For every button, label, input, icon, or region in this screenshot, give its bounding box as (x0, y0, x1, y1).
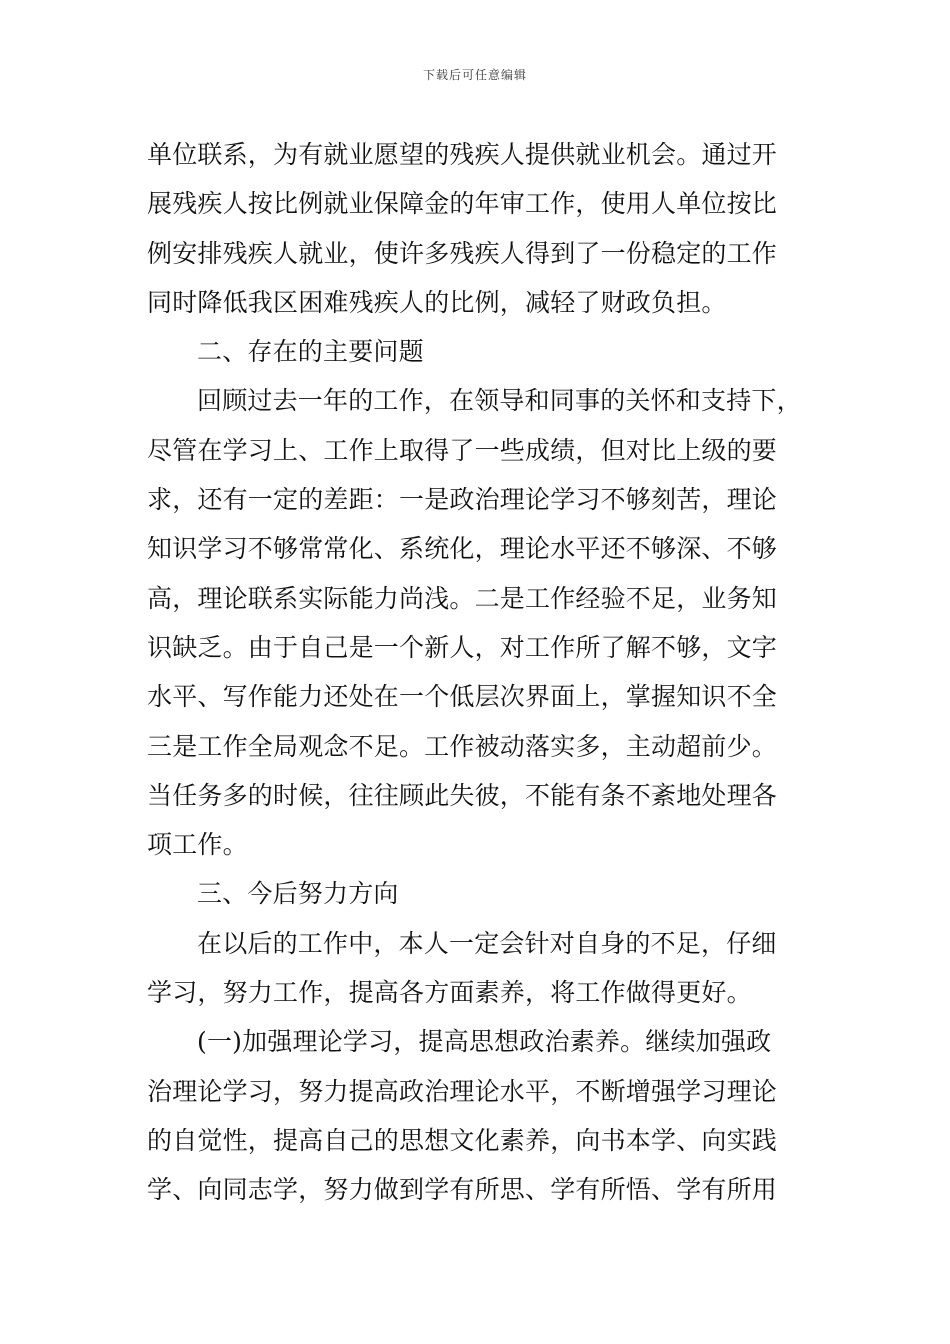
text-line: 项工作。 (147, 830, 248, 860)
text-line: 回顾过去一年的工作，在领导和同事的关怀和支持下， (197, 386, 802, 416)
document-body (147, 130, 817, 1215)
text-line: 高，理论联系实际能力尚浅。二是工作经验不足，业务知 (147, 583, 778, 613)
text-line: 学习，努力工作，提高各方面素养，将工作做得更好。 (147, 978, 752, 1008)
text-line: 在以后的工作中，本人一定会针对自身的不足，仔细 (197, 928, 777, 958)
text-line: 尽管在学习上、工作上取得了一些成绩，但对比上级的要 (147, 435, 778, 465)
text-line: 的自觉性，提高自己的思想文化素养，向书本学、向实践 (147, 1125, 778, 1155)
section-heading: 二、存在的主要问题 (197, 337, 424, 367)
section-heading: 三、今后努力方向 (197, 879, 399, 909)
text-line: 知识学习不够常常化、系统化，理论水平还不够深、不够 (147, 534, 778, 564)
text-line: 例安排残疾人就业，使许多残疾人得到了一份稳定的工作 (147, 238, 778, 268)
text-line: (一)加强理论学习，提高思想政治素养。继续加强政 (197, 1027, 772, 1057)
text-line: 单位联系，为有就业愿望的残疾人提供就业机会。通过开 (147, 140, 778, 169)
text-line: 治理论学习，努力提高政治理论水平，不断增强学习理论 (147, 1076, 778, 1106)
text-line: 学、向同志学，努力做到学有所思、学有所悟、学有所用 (147, 1175, 778, 1205)
text-line: 同时降低我区困难残疾人的比例，减轻了财政负担。 (147, 287, 727, 317)
text-line: 识缺乏。由于自己是一个新人，对工作所了解不够，文字 (147, 632, 778, 662)
text-line: 三是工作全局观念不足。工作被动落实多，主动超前少。 (147, 731, 778, 761)
text-line: 水平、写作能力还处在一个低层次界面上，掌握知识不全 (147, 682, 778, 712)
text-line: 当任务多的时候，往往顾此失彼，不能有条不紊地处理各 (147, 780, 778, 810)
page-header: 下载后可任意编辑 (422, 68, 527, 82)
text-line: 求，还有一定的差距：一是政治理论学习不够刻苦，理论 (147, 485, 778, 515)
text-line: 展残疾人按比例就业保障金的年审工作，使用人单位按比 (147, 189, 778, 219)
